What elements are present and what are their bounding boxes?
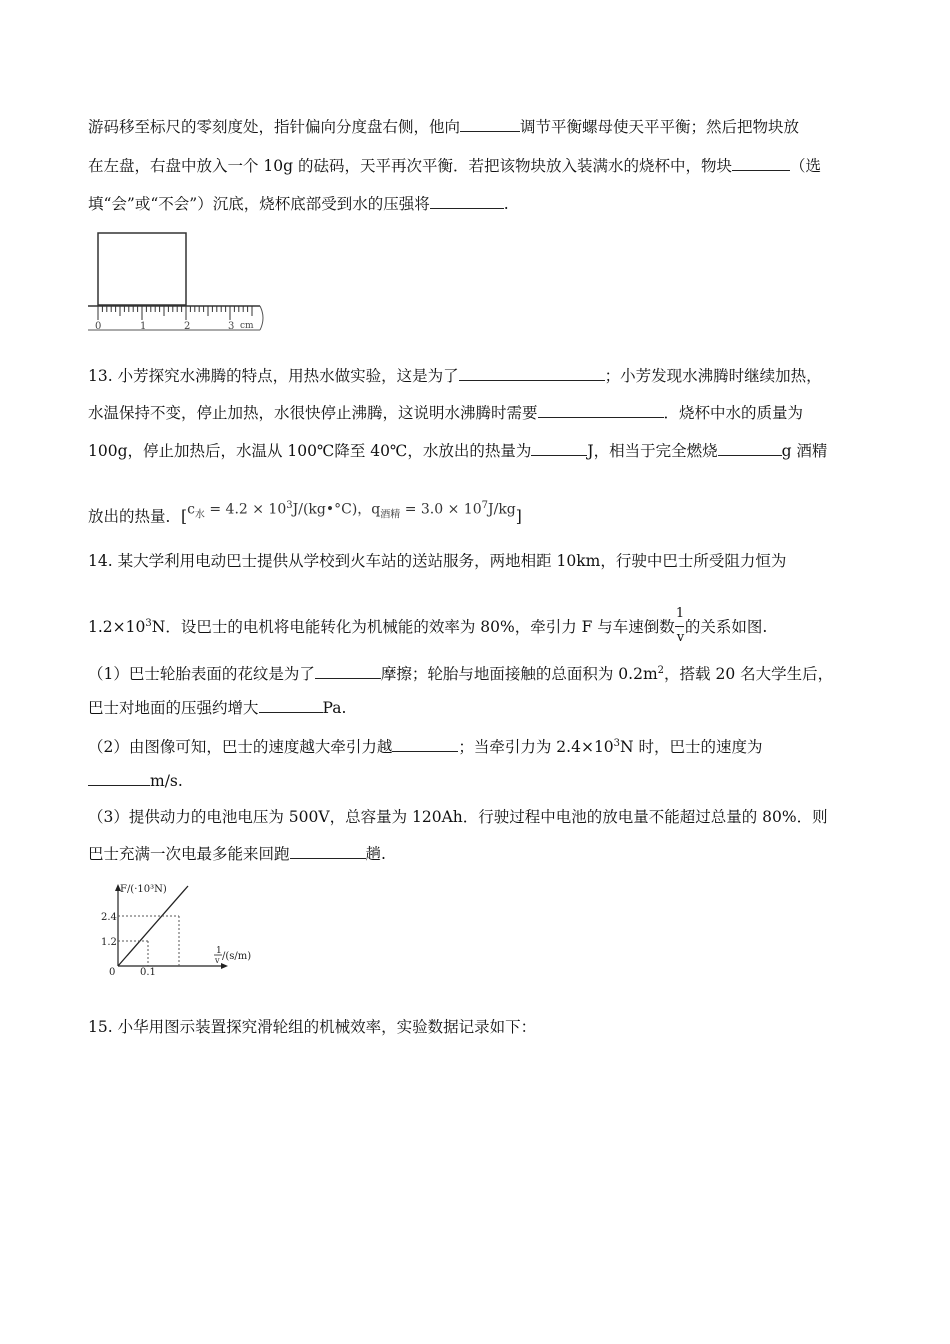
q14-part2-line-2: m/s. xyxy=(88,771,183,791)
answer-blank[interactable] xyxy=(718,441,782,456)
q12-line-2: 在左盘，右盘中放入一个 10g 的砝码，天平再次平衡．若把该物块放入装满水的烧杯中，物块 （选 xyxy=(88,157,822,175)
y-axis-label: F/(·10³N) xyxy=(120,884,167,895)
q14-line-2: $1.2\times 10^3N$．设巴士的电机将电能转化为机械能的效率为 80%，牵引力 F 与车速倒数 $\frac{1}{v}$ 的关系如图. xyxy=(88,606,768,646)
ruler-label-0: 0 xyxy=(95,321,102,332)
q14-part1-line-2: 巴士对地面的压强约增大 Pa. xyxy=(88,699,347,717)
q13-line-4: 放出的热量．[$c_水 = 4.2$ × $10^3J/(kg•^\circ C)$，$q_{酒精} = 3.0 \times 10^7J/kg$] xyxy=(88,504,522,533)
fraction-one-over-v: $\frac{1}{v}$ xyxy=(675,606,685,646)
block-rect xyxy=(98,233,186,305)
q12-line-3: 填“会”或“不会”）沉底，烧杯底部受到水的压强将 . xyxy=(88,195,509,213)
q12-line-1: 游码移至标尺的零刻度处，指针偏向分度盘右侧，他向 调节平衡螺母使天平平衡；然后把物块放 xyxy=(88,118,800,136)
block-on-ruler-figure xyxy=(88,230,270,334)
answer-blank[interactable] xyxy=(459,366,605,381)
q14-part1-line-1: （1）巴士轮胎表面的花纹是为了 摩擦；轮胎与地面接触的总面积为 $0.2m^2$，搭载 20 名大学生后， xyxy=(88,665,834,684)
answer-blank[interactable] xyxy=(259,698,323,713)
answer-blank[interactable] xyxy=(732,156,790,171)
q13-line-3: 100g，停止加热后，水温从 100℃降至 40℃，水放出的热量为 J，相当于完全燃烧 g 酒精 xyxy=(88,442,828,460)
ruler-ticks xyxy=(98,306,252,320)
answer-blank[interactable] xyxy=(88,771,150,786)
ruler-label-1: 1 xyxy=(140,321,147,332)
ruler-unit: cm xyxy=(240,321,254,331)
answer-blank[interactable] xyxy=(392,737,458,752)
answer-blank[interactable] xyxy=(538,403,664,418)
answer-blank[interactable] xyxy=(531,441,587,456)
force-vs-inverse-speed-graph xyxy=(101,880,270,978)
q15-line-1: 15. 小华用图示装置探究滑轮组的机械效率，实验数据记录如下： xyxy=(88,1018,537,1036)
x-label-unit: /(s/m) xyxy=(222,951,252,962)
q13-line-2: 水温保持不变，停止加热，水很快停止沸腾，这说明水沸腾时需要 ．烧杯中水的质量为 xyxy=(88,404,804,422)
ruler-label-3: 3 xyxy=(228,321,235,332)
q14-part3-line-1: （3）提供动力的电池电压为 500V，总容量为 120Ah．行驶过程中电池的放电量不能超过总量的 80%．则 xyxy=(88,808,828,826)
x-label-num: 1 xyxy=(216,946,222,956)
ruler-label-2: 2 xyxy=(184,321,191,332)
graph-line xyxy=(118,886,188,966)
x-tick-0-1: 0.1 xyxy=(140,967,156,978)
y-tick-2-4: 2.4 xyxy=(101,912,117,923)
answer-blank[interactable] xyxy=(315,664,381,679)
q14-part3-line-2: 巴士充满一次电最多能来回跑 趟. xyxy=(88,845,386,863)
x-axis-arrow xyxy=(221,963,228,969)
constants-formula: $c_水 = 4.2$ × $10^3J/(kg•^\circ C)$，$q_{酒精} = 3.0 \times 10^7J/kg$ xyxy=(187,500,516,521)
x-label-den: v xyxy=(215,956,220,965)
origin-label: 0 xyxy=(109,967,116,978)
answer-blank[interactable] xyxy=(290,844,366,859)
q13-line-1: 13. 小芳探究水沸腾的特点，用热水做实验，这是为了 ；小芳发现水沸腾时继续加热， xyxy=(88,367,822,385)
y-tick-1-2: 1.2 xyxy=(101,937,117,948)
q14-line-1: 14. 某大学利用电动巴士提供从学校到火车站的送站服务，两地相距 10km，行驶中巴士所受阻力恒为 xyxy=(88,552,787,570)
answer-blank[interactable] xyxy=(460,117,520,132)
q14-part2-line-1: （2）由图像可知，巴士的速度越大牵引力越 ；当牵引力为 $2.4\times 10^3N$ 时，巴士的速度为 xyxy=(88,738,763,757)
answer-blank[interactable] xyxy=(430,194,504,209)
